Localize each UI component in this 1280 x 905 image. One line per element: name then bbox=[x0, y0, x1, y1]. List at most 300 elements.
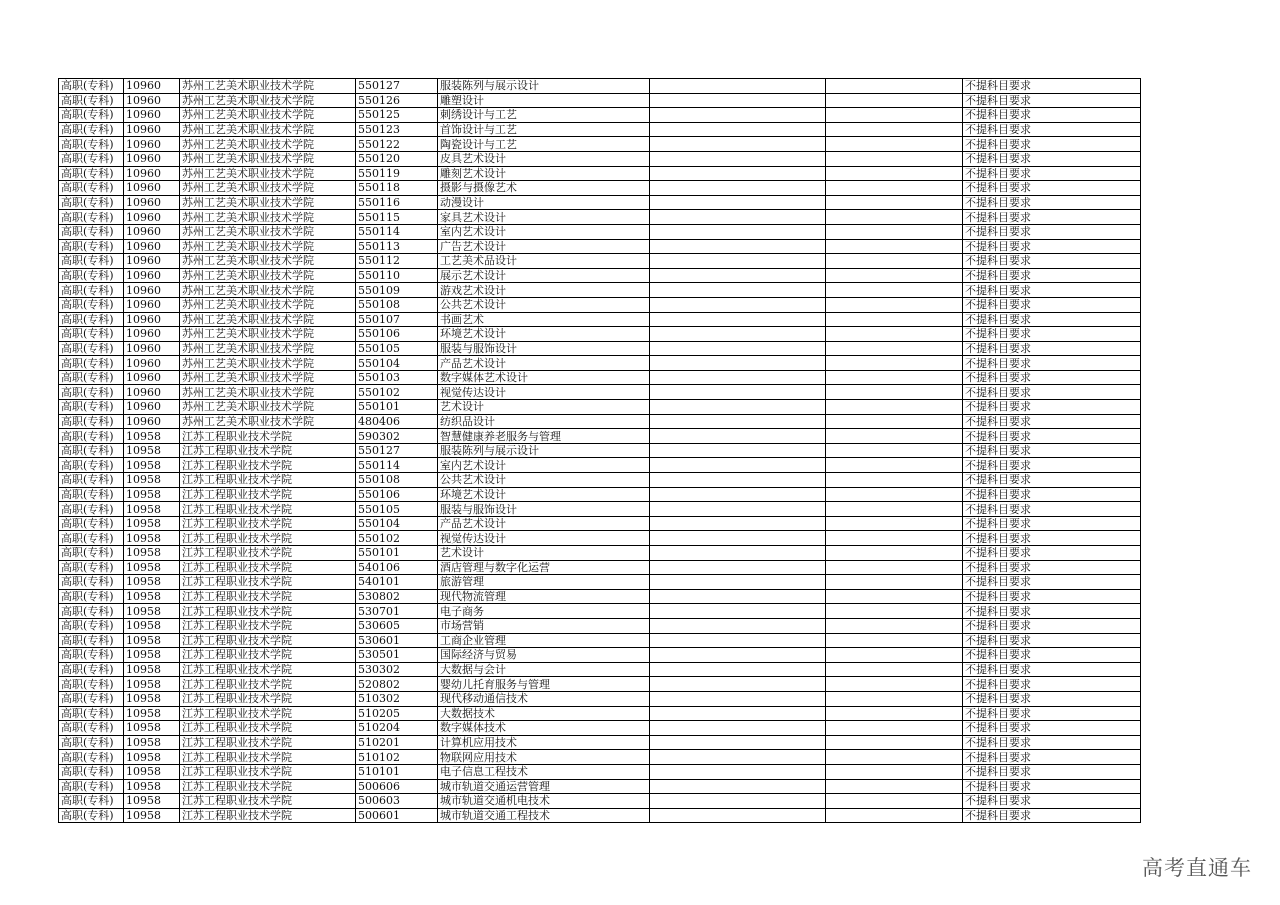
level-cell: 高职(专科) bbox=[59, 385, 124, 400]
table-row bbox=[59, 575, 1141, 590]
blank-cell bbox=[650, 400, 826, 415]
major-name-cell: 数字媒体技术 bbox=[438, 721, 650, 736]
subject-requirement-cell: 不提科目要求 bbox=[963, 721, 1141, 736]
subject-requirement-cell: 不提科目要求 bbox=[963, 400, 1141, 415]
major-name-cell: 环境艺术设计 bbox=[438, 487, 650, 502]
table-row bbox=[59, 210, 1141, 225]
school-code-cell: 10958 bbox=[124, 808, 180, 823]
blank-cell bbox=[826, 458, 963, 473]
school-name-cell: 江苏工程职业技术学院 bbox=[180, 473, 356, 488]
blank-cell bbox=[650, 575, 826, 590]
subject-requirement-cell: 不提科目要求 bbox=[963, 151, 1141, 166]
table-row bbox=[59, 735, 1141, 750]
table-row bbox=[59, 516, 1141, 531]
table-row bbox=[59, 618, 1141, 633]
school-code-cell: 10960 bbox=[124, 93, 180, 108]
level-cell: 高职(专科) bbox=[59, 195, 124, 210]
blank-cell bbox=[650, 691, 826, 706]
major-code-cell: 550113 bbox=[356, 239, 438, 254]
major-code-cell: 550127 bbox=[356, 79, 438, 94]
blank-cell bbox=[826, 633, 963, 648]
level-cell: 高职(专科) bbox=[59, 166, 124, 181]
table-row bbox=[59, 268, 1141, 283]
major-code-cell: 550109 bbox=[356, 283, 438, 298]
table-row bbox=[59, 195, 1141, 210]
subject-requirement-cell: 不提科目要求 bbox=[963, 254, 1141, 269]
major-code-cell: 550103 bbox=[356, 370, 438, 385]
table-row bbox=[59, 166, 1141, 181]
level-cell: 高职(专科) bbox=[59, 356, 124, 371]
school-code-cell: 10960 bbox=[124, 108, 180, 123]
blank-cell bbox=[650, 546, 826, 561]
major-name-cell: 游戏艺术设计 bbox=[438, 283, 650, 298]
blank-cell bbox=[650, 779, 826, 794]
level-cell: 高职(专科) bbox=[59, 414, 124, 429]
subject-requirement-cell: 不提科目要求 bbox=[963, 385, 1141, 400]
school-name-cell: 苏州工艺美术职业技术学院 bbox=[180, 93, 356, 108]
level-cell: 高职(专科) bbox=[59, 662, 124, 677]
level-cell: 高职(专科) bbox=[59, 151, 124, 166]
major-code-cell: 550108 bbox=[356, 473, 438, 488]
school-code-cell: 10960 bbox=[124, 268, 180, 283]
level-cell: 高职(专科) bbox=[59, 808, 124, 823]
subject-requirement-cell: 不提科目要求 bbox=[963, 239, 1141, 254]
major-code-cell: 550118 bbox=[356, 181, 438, 196]
school-code-cell: 10958 bbox=[124, 677, 180, 692]
blank-cell bbox=[826, 721, 963, 736]
level-cell: 高职(专科) bbox=[59, 327, 124, 342]
table-body bbox=[59, 79, 1141, 823]
school-name-cell: 江苏工程职业技术学院 bbox=[180, 546, 356, 561]
level-cell: 高职(专科) bbox=[59, 487, 124, 502]
level-cell: 高职(专科) bbox=[59, 618, 124, 633]
major-code-cell: 510201 bbox=[356, 735, 438, 750]
level-cell: 高职(专科) bbox=[59, 721, 124, 736]
subject-requirement-cell: 不提科目要求 bbox=[963, 370, 1141, 385]
major-name-cell: 产品艺术设计 bbox=[438, 356, 650, 371]
major-name-cell: 大数据与会计 bbox=[438, 662, 650, 677]
subject-requirement-cell: 不提科目要求 bbox=[963, 414, 1141, 429]
major-code-cell: 550127 bbox=[356, 443, 438, 458]
major-code-cell: 500606 bbox=[356, 779, 438, 794]
level-cell: 高职(专科) bbox=[59, 458, 124, 473]
table-row bbox=[59, 93, 1141, 108]
blank-cell bbox=[826, 283, 963, 298]
major-name-cell: 雕刻艺术设计 bbox=[438, 166, 650, 181]
level-cell: 高职(专科) bbox=[59, 502, 124, 517]
major-name-cell: 国际经济与贸易 bbox=[438, 648, 650, 663]
table-row bbox=[59, 79, 1141, 94]
major-name-cell: 室内艺术设计 bbox=[438, 224, 650, 239]
blank-cell bbox=[826, 122, 963, 137]
blank-cell bbox=[650, 531, 826, 546]
school-name-cell: 苏州工艺美术职业技术学院 bbox=[180, 108, 356, 123]
table-row bbox=[59, 297, 1141, 312]
subject-requirement-cell: 不提科目要求 bbox=[963, 429, 1141, 444]
table-row bbox=[59, 151, 1141, 166]
table-row bbox=[59, 341, 1141, 356]
blank-cell bbox=[826, 414, 963, 429]
major-code-cell: 550104 bbox=[356, 356, 438, 371]
school-code-cell: 10958 bbox=[124, 443, 180, 458]
table-row bbox=[59, 122, 1141, 137]
major-name-cell: 城市轨道交通工程技术 bbox=[438, 808, 650, 823]
subject-requirement-cell: 不提科目要求 bbox=[963, 633, 1141, 648]
subject-requirement-cell: 不提科目要求 bbox=[963, 648, 1141, 663]
major-name-cell: 首饰设计与工艺 bbox=[438, 122, 650, 137]
school-name-cell: 苏州工艺美术职业技术学院 bbox=[180, 195, 356, 210]
school-code-cell: 10958 bbox=[124, 458, 180, 473]
blank-cell bbox=[650, 151, 826, 166]
blank-cell bbox=[650, 516, 826, 531]
blank-cell bbox=[826, 575, 963, 590]
level-cell: 高职(专科) bbox=[59, 400, 124, 415]
table-row bbox=[59, 604, 1141, 619]
school-name-cell: 苏州工艺美术职业技术学院 bbox=[180, 312, 356, 327]
major-code-cell: 550114 bbox=[356, 224, 438, 239]
table-row bbox=[59, 370, 1141, 385]
school-name-cell: 江苏工程职业技术学院 bbox=[180, 487, 356, 502]
blank-cell bbox=[650, 93, 826, 108]
major-code-cell: 550114 bbox=[356, 458, 438, 473]
school-name-cell: 苏州工艺美术职业技术学院 bbox=[180, 414, 356, 429]
blank-cell bbox=[650, 721, 826, 736]
table-row bbox=[59, 254, 1141, 269]
level-cell: 高职(专科) bbox=[59, 181, 124, 196]
major-name-cell: 纺织品设计 bbox=[438, 414, 650, 429]
major-name-cell: 酒店管理与数字化运营 bbox=[438, 560, 650, 575]
major-name-cell: 现代移动通信技术 bbox=[438, 691, 650, 706]
school-code-cell: 10960 bbox=[124, 224, 180, 239]
school-code-cell: 10958 bbox=[124, 589, 180, 604]
level-cell: 高职(专科) bbox=[59, 516, 124, 531]
level-cell: 高职(专科) bbox=[59, 443, 124, 458]
subject-requirement-cell: 不提科目要求 bbox=[963, 443, 1141, 458]
school-code-cell: 10960 bbox=[124, 239, 180, 254]
major-code-cell: 510204 bbox=[356, 721, 438, 736]
admissions-table bbox=[58, 78, 1141, 823]
level-cell: 高职(专科) bbox=[59, 268, 124, 283]
major-name-cell: 电子商务 bbox=[438, 604, 650, 619]
table-row bbox=[59, 443, 1141, 458]
table-row bbox=[59, 794, 1141, 809]
table-row bbox=[59, 400, 1141, 415]
school-code-cell: 10960 bbox=[124, 181, 180, 196]
blank-cell bbox=[826, 531, 963, 546]
major-code-cell: 530601 bbox=[356, 633, 438, 648]
subject-requirement-cell: 不提科目要求 bbox=[963, 473, 1141, 488]
blank-cell bbox=[650, 633, 826, 648]
school-name-cell: 江苏工程职业技术学院 bbox=[180, 648, 356, 663]
major-name-cell: 服装与服饰设计 bbox=[438, 502, 650, 517]
table-row bbox=[59, 531, 1141, 546]
level-cell: 高职(专科) bbox=[59, 137, 124, 152]
subject-requirement-cell: 不提科目要求 bbox=[963, 341, 1141, 356]
blank-cell bbox=[650, 137, 826, 152]
blank-cell bbox=[650, 487, 826, 502]
blank-cell bbox=[826, 385, 963, 400]
major-code-cell: 510205 bbox=[356, 706, 438, 721]
school-code-cell: 10958 bbox=[124, 487, 180, 502]
school-code-cell: 10958 bbox=[124, 531, 180, 546]
level-cell: 高职(专科) bbox=[59, 691, 124, 706]
blank-cell bbox=[650, 356, 826, 371]
level-cell: 高职(专科) bbox=[59, 735, 124, 750]
major-code-cell: 550120 bbox=[356, 151, 438, 166]
school-code-cell: 10958 bbox=[124, 662, 180, 677]
subject-requirement-cell: 不提科目要求 bbox=[963, 750, 1141, 765]
major-code-cell: 550126 bbox=[356, 93, 438, 108]
subject-requirement-cell: 不提科目要求 bbox=[963, 458, 1141, 473]
blank-cell bbox=[826, 502, 963, 517]
blank-cell bbox=[650, 414, 826, 429]
major-code-cell: 510101 bbox=[356, 764, 438, 779]
subject-requirement-cell: 不提科目要求 bbox=[963, 706, 1141, 721]
subject-requirement-cell: 不提科目要求 bbox=[963, 808, 1141, 823]
school-name-cell: 苏州工艺美术职业技术学院 bbox=[180, 239, 356, 254]
blank-cell bbox=[826, 560, 963, 575]
blank-cell bbox=[826, 151, 963, 166]
blank-cell bbox=[650, 385, 826, 400]
major-name-cell: 视觉传达设计 bbox=[438, 385, 650, 400]
table-row bbox=[59, 502, 1141, 517]
major-code-cell: 550122 bbox=[356, 137, 438, 152]
blank-cell bbox=[650, 764, 826, 779]
blank-cell bbox=[650, 239, 826, 254]
school-code-cell: 10960 bbox=[124, 122, 180, 137]
level-cell: 高职(专科) bbox=[59, 341, 124, 356]
major-name-cell: 数字媒体艺术设计 bbox=[438, 370, 650, 385]
major-name-cell: 大数据技术 bbox=[438, 706, 650, 721]
school-code-cell: 10960 bbox=[124, 79, 180, 94]
level-cell: 高职(专科) bbox=[59, 297, 124, 312]
major-name-cell: 工艺美术品设计 bbox=[438, 254, 650, 269]
major-code-cell: 510302 bbox=[356, 691, 438, 706]
blank-cell bbox=[650, 662, 826, 677]
watermark-logo-text: 高考直通车 bbox=[1142, 856, 1252, 880]
subject-requirement-cell: 不提科目要求 bbox=[963, 93, 1141, 108]
subject-requirement-cell: 不提科目要求 bbox=[963, 516, 1141, 531]
major-name-cell: 城市轨道交通机电技术 bbox=[438, 794, 650, 809]
blank-cell bbox=[826, 297, 963, 312]
blank-cell bbox=[650, 808, 826, 823]
major-code-cell: 550106 bbox=[356, 327, 438, 342]
blank-cell bbox=[650, 283, 826, 298]
school-code-cell: 10958 bbox=[124, 648, 180, 663]
major-code-cell: 550106 bbox=[356, 487, 438, 502]
subject-requirement-cell: 不提科目要求 bbox=[963, 546, 1141, 561]
table-row bbox=[59, 137, 1141, 152]
subject-requirement-cell: 不提科目要求 bbox=[963, 560, 1141, 575]
major-name-cell: 公共艺术设计 bbox=[438, 297, 650, 312]
blank-cell bbox=[826, 327, 963, 342]
level-cell: 高职(专科) bbox=[59, 122, 124, 137]
table-row bbox=[59, 283, 1141, 298]
major-code-cell: 540101 bbox=[356, 575, 438, 590]
school-code-cell: 10960 bbox=[124, 385, 180, 400]
major-code-cell: 550102 bbox=[356, 385, 438, 400]
major-name-cell: 视觉传达设计 bbox=[438, 531, 650, 546]
table-row bbox=[59, 385, 1141, 400]
level-cell: 高职(专科) bbox=[59, 254, 124, 269]
school-code-cell: 10960 bbox=[124, 254, 180, 269]
major-code-cell: 540106 bbox=[356, 560, 438, 575]
blank-cell bbox=[826, 79, 963, 94]
blank-cell bbox=[826, 341, 963, 356]
blank-cell bbox=[650, 254, 826, 269]
table-row bbox=[59, 648, 1141, 663]
school-name-cell: 江苏工程职业技术学院 bbox=[180, 575, 356, 590]
table-row bbox=[59, 662, 1141, 677]
school-code-cell: 10958 bbox=[124, 473, 180, 488]
school-name-cell: 江苏工程职业技术学院 bbox=[180, 721, 356, 736]
table-row bbox=[59, 473, 1141, 488]
school-name-cell: 苏州工艺美术职业技术学院 bbox=[180, 166, 356, 181]
school-name-cell: 苏州工艺美术职业技术学院 bbox=[180, 341, 356, 356]
school-name-cell: 江苏工程职业技术学院 bbox=[180, 706, 356, 721]
subject-requirement-cell: 不提科目要求 bbox=[963, 181, 1141, 196]
level-cell: 高职(专科) bbox=[59, 210, 124, 225]
school-name-cell: 江苏工程职业技术学院 bbox=[180, 677, 356, 692]
school-code-cell: 10960 bbox=[124, 151, 180, 166]
school-name-cell: 苏州工艺美术职业技术学院 bbox=[180, 210, 356, 225]
subject-requirement-cell: 不提科目要求 bbox=[963, 502, 1141, 517]
level-cell: 高职(专科) bbox=[59, 589, 124, 604]
blank-cell bbox=[650, 108, 826, 123]
major-code-cell: 530302 bbox=[356, 662, 438, 677]
major-code-cell: 550101 bbox=[356, 546, 438, 561]
subject-requirement-cell: 不提科目要求 bbox=[963, 79, 1141, 94]
school-code-cell: 10960 bbox=[124, 137, 180, 152]
subject-requirement-cell: 不提科目要求 bbox=[963, 662, 1141, 677]
subject-requirement-cell: 不提科目要求 bbox=[963, 487, 1141, 502]
school-name-cell: 苏州工艺美术职业技术学院 bbox=[180, 400, 356, 415]
level-cell: 高职(专科) bbox=[59, 531, 124, 546]
subject-requirement-cell: 不提科目要求 bbox=[963, 691, 1141, 706]
subject-requirement-cell: 不提科目要求 bbox=[963, 166, 1141, 181]
blank-cell bbox=[826, 516, 963, 531]
level-cell: 高职(专科) bbox=[59, 575, 124, 590]
major-code-cell: 550104 bbox=[356, 516, 438, 531]
school-name-cell: 苏州工艺美术职业技术学院 bbox=[180, 122, 356, 137]
major-name-cell: 市场营销 bbox=[438, 618, 650, 633]
level-cell: 高职(专科) bbox=[59, 546, 124, 561]
school-name-cell: 江苏工程职业技术学院 bbox=[180, 633, 356, 648]
school-code-cell: 10958 bbox=[124, 721, 180, 736]
subject-requirement-cell: 不提科目要求 bbox=[963, 779, 1141, 794]
school-name-cell: 江苏工程职业技术学院 bbox=[180, 764, 356, 779]
major-code-cell: 550101 bbox=[356, 400, 438, 415]
major-name-cell: 现代物流管理 bbox=[438, 589, 650, 604]
blank-cell bbox=[650, 502, 826, 517]
subject-requirement-cell: 不提科目要求 bbox=[963, 764, 1141, 779]
blank-cell bbox=[650, 706, 826, 721]
blank-cell bbox=[650, 210, 826, 225]
blank-cell bbox=[650, 560, 826, 575]
school-name-cell: 江苏工程职业技术学院 bbox=[180, 735, 356, 750]
school-name-cell: 江苏工程职业技术学院 bbox=[180, 604, 356, 619]
major-code-cell: 520802 bbox=[356, 677, 438, 692]
table-row bbox=[59, 356, 1141, 371]
level-cell: 高职(专科) bbox=[59, 604, 124, 619]
major-code-cell: 530605 bbox=[356, 618, 438, 633]
blank-cell bbox=[650, 122, 826, 137]
level-cell: 高职(专科) bbox=[59, 473, 124, 488]
blank-cell bbox=[826, 108, 963, 123]
school-name-cell: 苏州工艺美术职业技术学院 bbox=[180, 268, 356, 283]
level-cell: 高职(专科) bbox=[59, 648, 124, 663]
blank-cell bbox=[826, 195, 963, 210]
level-cell: 高职(专科) bbox=[59, 764, 124, 779]
school-code-cell: 10960 bbox=[124, 210, 180, 225]
blank-cell bbox=[826, 268, 963, 283]
subject-requirement-cell: 不提科目要求 bbox=[963, 122, 1141, 137]
blank-cell bbox=[826, 254, 963, 269]
major-name-cell: 摄影与摄像艺术 bbox=[438, 181, 650, 196]
school-code-cell: 10960 bbox=[124, 327, 180, 342]
major-code-cell: 500603 bbox=[356, 794, 438, 809]
blank-cell bbox=[650, 195, 826, 210]
school-name-cell: 江苏工程职业技术学院 bbox=[180, 458, 356, 473]
school-name-cell: 苏州工艺美术职业技术学院 bbox=[180, 283, 356, 298]
subject-requirement-cell: 不提科目要求 bbox=[963, 297, 1141, 312]
blank-cell bbox=[650, 224, 826, 239]
blank-cell bbox=[650, 79, 826, 94]
school-name-cell: 苏州工艺美术职业技术学院 bbox=[180, 224, 356, 239]
school-code-cell: 10958 bbox=[124, 575, 180, 590]
school-name-cell: 苏州工艺美术职业技术学院 bbox=[180, 254, 356, 269]
table-row bbox=[59, 546, 1141, 561]
blank-cell bbox=[826, 400, 963, 415]
school-name-cell: 江苏工程职业技术学院 bbox=[180, 589, 356, 604]
level-cell: 高职(专科) bbox=[59, 283, 124, 298]
school-code-cell: 10958 bbox=[124, 750, 180, 765]
school-code-cell: 10958 bbox=[124, 764, 180, 779]
school-name-cell: 江苏工程职业技术学院 bbox=[180, 808, 356, 823]
blank-cell bbox=[650, 750, 826, 765]
level-cell: 高职(专科) bbox=[59, 560, 124, 575]
blank-cell bbox=[650, 473, 826, 488]
level-cell: 高职(专科) bbox=[59, 312, 124, 327]
school-name-cell: 江苏工程职业技术学院 bbox=[180, 662, 356, 677]
blank-cell bbox=[826, 618, 963, 633]
table-row bbox=[59, 429, 1141, 444]
major-code-cell: 550119 bbox=[356, 166, 438, 181]
subject-requirement-cell: 不提科目要求 bbox=[963, 312, 1141, 327]
school-code-cell: 10960 bbox=[124, 370, 180, 385]
subject-requirement-cell: 不提科目要求 bbox=[963, 268, 1141, 283]
subject-requirement-cell: 不提科目要求 bbox=[963, 210, 1141, 225]
school-code-cell: 10958 bbox=[124, 516, 180, 531]
subject-requirement-cell: 不提科目要求 bbox=[963, 224, 1141, 239]
blank-cell bbox=[826, 93, 963, 108]
table-row bbox=[59, 750, 1141, 765]
major-name-cell: 陶瓷设计与工艺 bbox=[438, 137, 650, 152]
level-cell: 高职(专科) bbox=[59, 794, 124, 809]
subject-requirement-cell: 不提科目要求 bbox=[963, 108, 1141, 123]
table-row bbox=[59, 808, 1141, 823]
major-name-cell: 公共艺术设计 bbox=[438, 473, 650, 488]
blank-cell bbox=[650, 443, 826, 458]
table-row bbox=[59, 589, 1141, 604]
blank-cell bbox=[826, 370, 963, 385]
subject-requirement-cell: 不提科目要求 bbox=[963, 575, 1141, 590]
subject-requirement-cell: 不提科目要求 bbox=[963, 137, 1141, 152]
major-name-cell: 城市轨道交通运营管理 bbox=[438, 779, 650, 794]
school-name-cell: 江苏工程职业技术学院 bbox=[180, 560, 356, 575]
blank-cell bbox=[650, 268, 826, 283]
subject-requirement-cell: 不提科目要求 bbox=[963, 735, 1141, 750]
